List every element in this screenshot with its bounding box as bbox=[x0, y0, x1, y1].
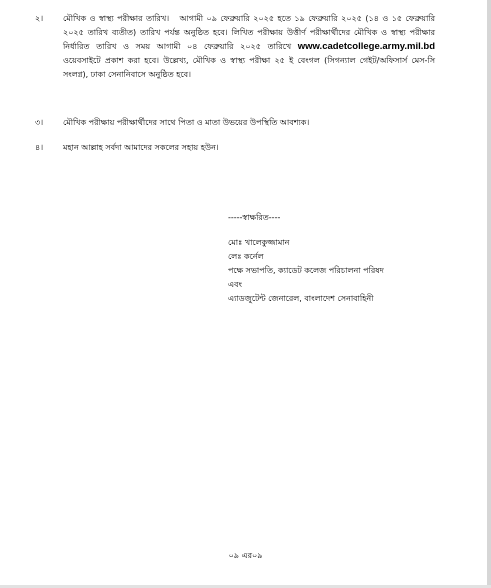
item-4-text: মহান আল্লাহ সর্বদা আমাদের সকলের সহায় হউন। bbox=[63, 143, 219, 152]
website-link[interactable]: www.cadetcollege.army.mil.bd bbox=[297, 41, 435, 52]
signatory-designation: পক্ষে সভাপতি, ক্যাডেট কলেজ পরিচালনা পরিষদ bbox=[228, 266, 384, 275]
signatory-rank: লেঃ কর্নেল bbox=[228, 252, 264, 261]
item-number: ২। bbox=[35, 14, 44, 23]
paragraph-item-2 bbox=[35, 12, 435, 82]
signed-marker: -----স্বাক্ষরিত---- bbox=[228, 213, 281, 222]
item-number: ৩। bbox=[35, 118, 44, 127]
item-2-body-end: ওয়েবসাইটে প্রকাশ করা হবে। উল্লেখ্য, মৌখিক ও স্বাস্থ্য পরীক্ষা ২৫ ই বেংগল (সিগন্যাল গেইট/অফিসার্স মেস-সি সংলগ্ন), ঢাকা সেনানিবাসে অনুষ্ঠিত হবে। bbox=[63, 56, 435, 79]
signatory-and: এবং bbox=[228, 280, 242, 289]
paragraph-item-3 bbox=[35, 116, 435, 130]
item-number: ৪। bbox=[35, 143, 44, 152]
paragraph-item-4 bbox=[35, 141, 435, 155]
signature-block bbox=[228, 236, 458, 306]
item-2-body-start: আগামী ০৯ ফেব্রুয়ারি ২০২৫ হতে ১৯ ফেব্রুয়ারি ২০২৫ (১৪ ও ১৫ ফেব্রুয়ারি ২০২৫ তারিখ ব্যতীত) তারিখ পর্যন্ত অনুষ্ঠিত হবে। লিখিত পরীক্ষায় উত্তীর্ণ পরীক্ষার্থীদের মৌখিক ও স্বাস্থ্য পরীক্ষার নির্ধারিত তারিখ ও সময় আগামী ০৪ ফেব্রুয়ারি ২০২৫ তারিখে bbox=[63, 14, 435, 51]
signatory-name: মোঃ খালেকুজ্জামান bbox=[228, 238, 290, 247]
page-edge-right bbox=[487, 0, 491, 588]
item-2-title: মৌখিক ও স্বাস্থ্য পরীক্ষার তারিখ। bbox=[63, 14, 170, 23]
item-2-text bbox=[63, 12, 435, 82]
signatory-office: এ্যাডজুটেন্ট জেনারেল, বাংলাদেশ সেনাবাহিনী bbox=[228, 294, 374, 303]
page-number: ০৯ এর০৯ bbox=[228, 551, 263, 560]
item-3-text: মৌখিক পরীক্ষায় পরীক্ষার্থীদের সাথে পিতা ও মাতা উভয়ের উপস্থিতি আবশ্যক। bbox=[63, 118, 310, 127]
